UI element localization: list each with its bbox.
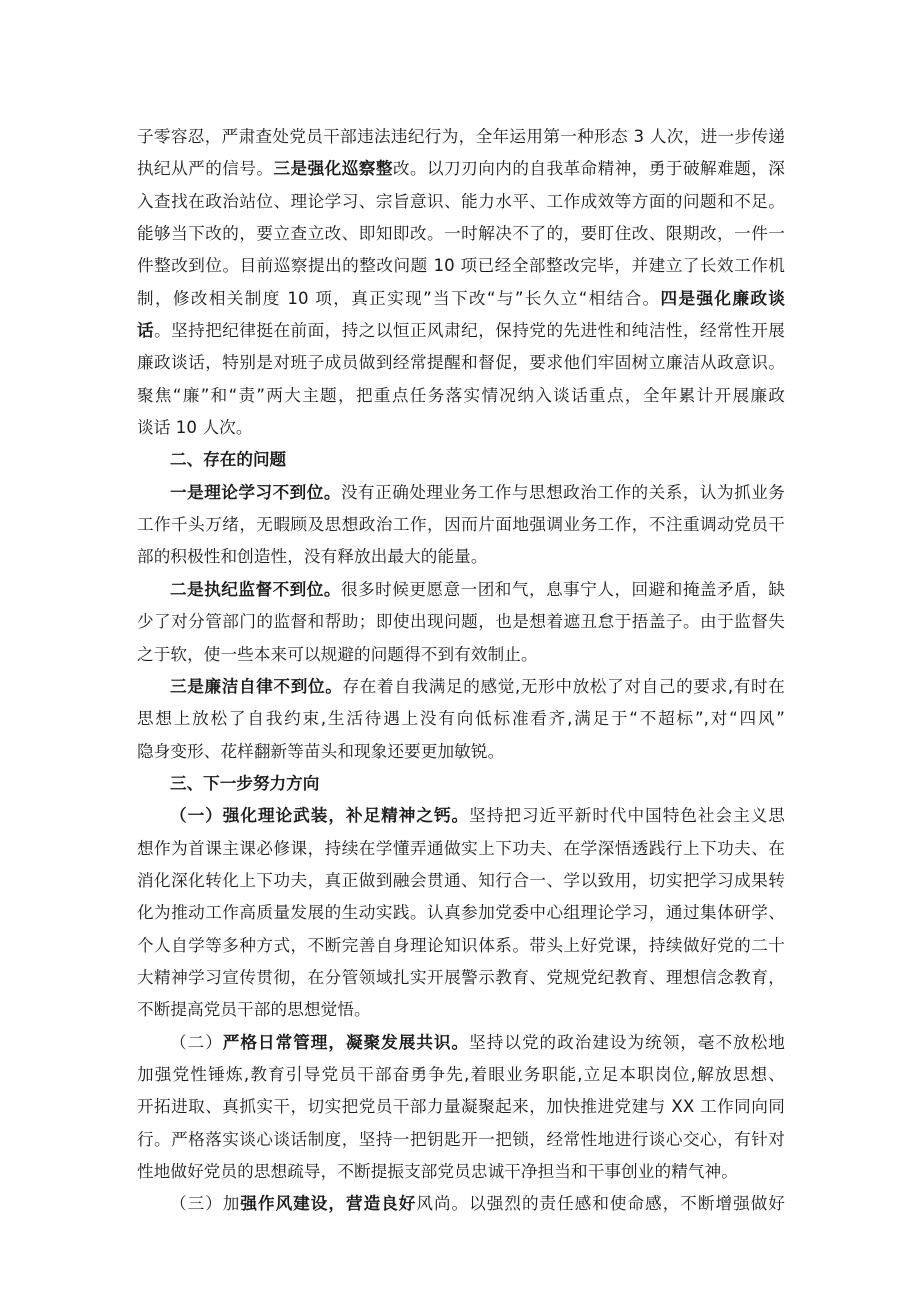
text-segment: （二） <box>170 1032 223 1052</box>
text-line: 隐身变形、花样翻新等苗头和现象还要更加敏锐。 <box>137 741 505 761</box>
bold-lead: 强作风建设，营造良好 <box>240 1194 417 1214</box>
paragraph-inspection-integrity <box>137 121 785 444</box>
bold-lead: 严格日常管理，凝聚发展共识。 <box>222 1032 470 1052</box>
bold-lead: 二是执纪监督不到位。 <box>170 579 341 599</box>
text-line: 行。严格落实谈心谈话制度，坚持一把钥匙开一把锁，经常性地进行谈心交心，有针对 <box>137 1129 785 1149</box>
text-line: 性地做好党员的思想疏导，不断提振支部党员忠诚干净担当和干事创业的精气神。 <box>137 1162 738 1181</box>
paragraph-problem-1 <box>137 477 785 574</box>
paragraph-next-3 <box>137 1188 785 1220</box>
text-line: 想作为首课主课必修课，持续在学懂弄通做实上下功夫、在学深悟透践行上下功夫、在 <box>137 838 785 858</box>
text-line: 开拓进取、真抓实干，切实把党员干部力量凝聚起来，加快推进党建与 XX 工作同向同 <box>137 1097 785 1117</box>
text-line <box>137 1027 785 1059</box>
text-segment: 。坚持把纪律挺在前面，持之以恒正风肃纪，保持党的先进性和纯洁性，经常性开展 <box>154 321 785 341</box>
text-segment: 执纪从严的信号。 <box>137 159 274 179</box>
text-line: 子零容忍，严肃查处党员干部违法违纪行为，全年运用第一种形态 3 人次，进一步传递 <box>137 127 785 146</box>
paragraph-next-1 <box>137 800 785 1026</box>
text-segment: 风尚。 <box>416 1194 470 1214</box>
bold-lead: 三是强化巡察整 <box>273 159 393 179</box>
text-line <box>137 574 785 606</box>
text-line: 个人自学等多种方式，不断完善自身理论知识体系。带头上好党课，持续做好党的二十 <box>137 935 785 955</box>
text-line <box>137 153 785 185</box>
text-segment: 制，修改相关制度 10 项，真正实现”当下改“与”长久立“相结合。 <box>137 288 661 308</box>
paragraph-problem-3 <box>137 671 785 768</box>
bold-lead: （一）强化理论武装，补足精神之钙。 <box>170 806 470 826</box>
text-line: 不断提高党员干部的思想觉悟。 <box>137 1000 371 1020</box>
text-line: 能够当下改的，要立查立改、即知即改。一时解决不了的，要盯住改、限期改，一件一 <box>137 224 785 244</box>
text-line: 消化深化转化上下功夫，真正做到融会贯通、知行合一、学以致用，切实把学习成果转 <box>137 870 785 890</box>
paragraph-problem-2 <box>137 574 785 671</box>
text-line: 工作千头万绪，无暇顾及思想政治工作，因而片面地强调业务工作，不注重调动党员干 <box>137 515 785 535</box>
text-line: 加强党性锤炼,教育引导党员干部奋勇争先,着眼业务职能,立足本职岗位,解放思想、 <box>137 1064 785 1084</box>
text-segment: 坚持把习近平新时代中国特色社会主义思 <box>469 806 785 826</box>
text-segment: （三）加 <box>170 1194 241 1214</box>
text-line: 之于软，使一些本来可以规避的问题得不到有效制止。 <box>137 644 538 664</box>
text-line: 思想上放松了自我约束,生活待遇上没有向低标准看齐,满足于“不超标”,对“四风” <box>137 709 785 729</box>
text-line: 化为推动工作高质量发展的生动实践。认真参加党委中心组理论学习，通过集体研学、 <box>137 903 785 923</box>
text-line: 聚焦“廉”和“责”两大主题，把重点任务落实情况纳入谈话重点，全年累计开展廉政 <box>137 385 785 405</box>
text-segment: 坚持以党的政治建设为统领，毫不放松地 <box>469 1032 785 1052</box>
text-line <box>137 671 785 703</box>
text-segment: 以强烈的责任感和使命感，不断增强做好 <box>469 1194 785 1214</box>
text-line: 件整改到位。目前巡察提出的整改问题 10 项已经全部整改完毕，并建立了长效工作机 <box>137 256 785 276</box>
text-line: 入查找在政治站位、理论学习、宗旨意识、能力水平、工作成效等方面的问题和不足。 <box>137 191 785 211</box>
text-segment: 存在着自我满足的感觉,无形中放松了对自己的要求,有时在 <box>342 676 785 696</box>
text-segment: 很多时候更愿意一团和气，息事宁人，回避和掩盖矛盾，缺 <box>340 579 786 599</box>
paragraph-next-2 <box>137 1027 785 1189</box>
text-segment: 改。以刀刃向内的自我革命精神，勇于破解难题，深 <box>392 159 785 179</box>
bold-lead: 四是强化廉政谈 <box>660 288 785 308</box>
text-line <box>137 800 785 832</box>
text-line: 部的积极性和创造性，没有释放出最大的能量。 <box>137 547 488 567</box>
section-heading-next-steps: 三、下一步努力方向 <box>170 773 320 793</box>
document-body <box>137 121 785 1221</box>
text-line <box>137 315 785 347</box>
bold-lead: 话 <box>137 321 155 341</box>
text-segment: 没有正确处理业务工作与思想政治工作的关系，认为抓业务 <box>340 482 786 502</box>
text-line: 廉政谈话，特别是对班子成员做到经常提醒和督促，要求他们牢固树立廉洁从政意识。 <box>137 353 785 373</box>
text-line: 大精神学习宣传贯彻，在分管领域扎实开展警示教育、党规党纪教育、理想信念教育， <box>137 967 785 987</box>
text-line: 少了对分管部门的监督和帮助；即使出现问题，也是想着遮丑怠于捂盖子。由于监督失 <box>137 612 785 632</box>
section-heading-problems: 二、存在的问题 <box>170 450 287 470</box>
text-line: 谈话 10 人次。 <box>137 418 253 438</box>
text-line <box>137 477 785 509</box>
bold-lead: 一是理论学习不到位。 <box>170 482 341 502</box>
text-line <box>137 1188 785 1220</box>
text-line <box>137 283 785 315</box>
bold-lead: 三是廉洁自律不到位。 <box>170 676 343 696</box>
